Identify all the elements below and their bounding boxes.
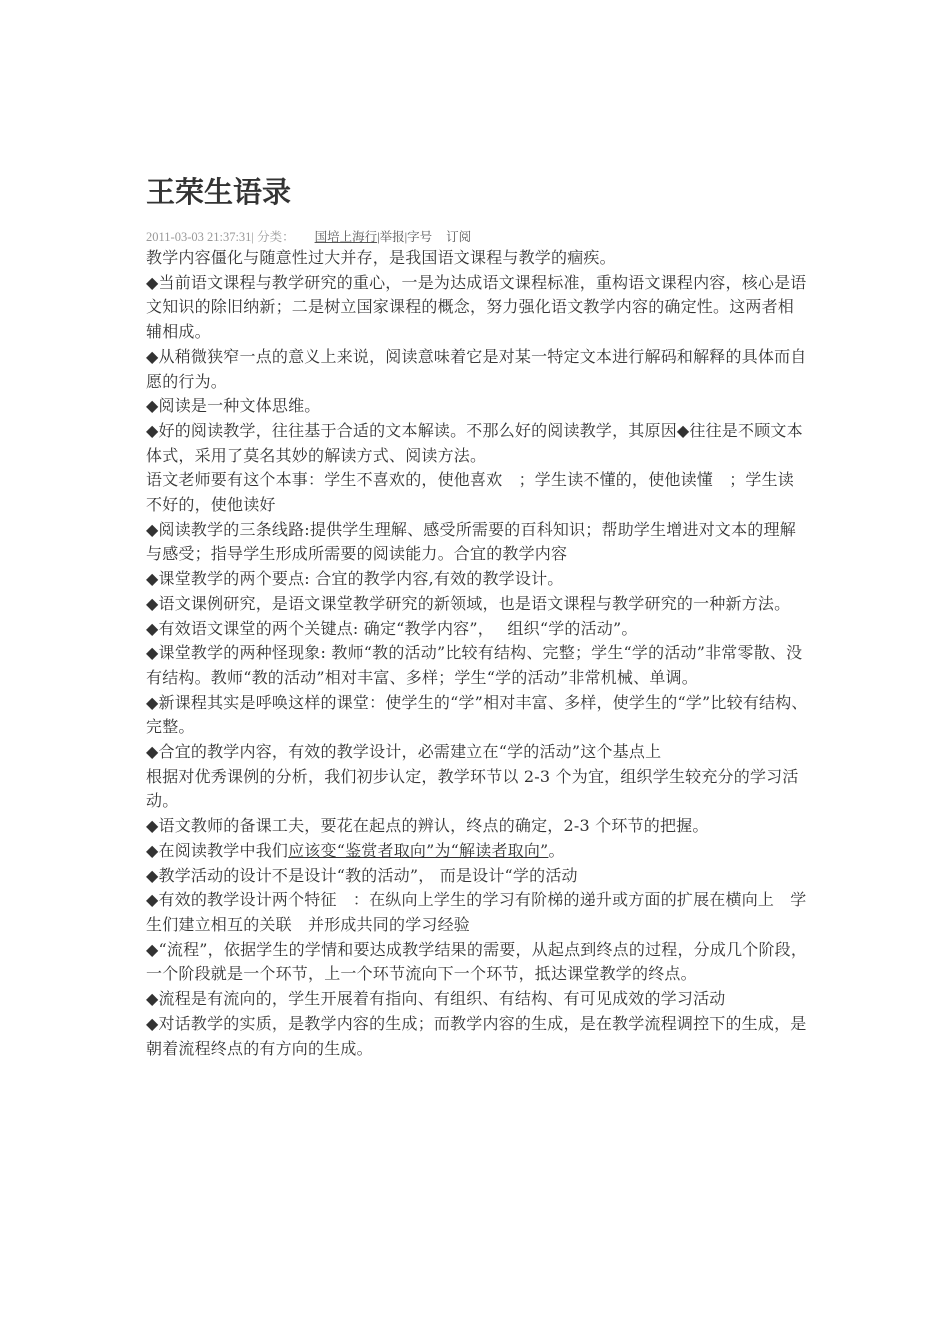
paragraph-text: 。 xyxy=(548,840,565,860)
paragraph: ◆语文教师的备课工夫，要花在起点的辨认，终点的确定，2-3 个环节的把握。 xyxy=(146,816,709,836)
paragraph: ◆流程是有流向的，学生开展着有指向、有组织、有结构、有可见成效的学习活动 xyxy=(146,989,726,1009)
paragraph: ◆当前语文课程与教学研究的重心，一是为达成语文课程标准，重构语文课程内容，核心是语文知识的除旧纳新；二是树立国家课程的概念，努力强化语文教学内容的确定性。这两者相辅相成。 xyxy=(146,272,807,342)
paragraph: 语文老师要有这个本事：学生不喜欢的，使他喜欢 ；学生读不懂的，使他读懂 ；学生读不好的，使他读好 xyxy=(146,470,795,515)
paragraph: ◆好的阅读教学，往往基于合适的文本解读。不那么好的阅读教学，其原因◆往往是不顾文本体式，采用了莫名其妙的解读方式、阅读方法。 xyxy=(146,420,803,465)
paragraph: ◆阅读教学的三条线路:提供学生理解、感受所需要的百科知识；帮助学生增进对文本的理解与感受；指导学生形成所需要的阅读能力。合宜的教学内容 xyxy=(146,519,796,564)
paragraph: ◆教学活动的设计不是设计“教的活动”， 而是设计“学的活动 xyxy=(146,865,578,885)
paragraph: 教学内容僵化与随意性过大并存，是我国语文课程与教学的痼疾。 xyxy=(146,248,616,267)
article-body xyxy=(146,246,810,1061)
article xyxy=(146,170,810,1061)
paragraph: ◆课堂教学的两种怪现象: 教师“教的活动”比较有结构、完整；学生“学的活动”非常零散、没有结构。教师“教的活动”相对丰富、多样；学生“学的活动”非常机械、单调。 xyxy=(146,643,803,687)
article-meta xyxy=(146,228,810,246)
paragraph: ◆阅读是一种文体思维。 xyxy=(146,396,321,416)
paragraph: ◆新课程其实是呼唤这样的课堂：使学生的“学”相对丰富、多样，使学生的“学”比较有结构、完整。 xyxy=(146,692,808,737)
paragraph: ◆有效的教学设计两个特征 ：在纵向上学生的学习有阶梯的递升或方面的扩展在横向上 学生们建立相互的关联 并形成共同的学习经验 xyxy=(146,890,807,934)
paragraph: 根据对优秀课例的分析，我们初步认定，教学环节以 2-3 个为宜，组织学生较充分的学习活动。 xyxy=(146,766,799,811)
paragraph: ◆合宜的教学内容，有效的教学设计，必需建立在“学的活动”这个基点上 xyxy=(146,742,662,762)
subscribe-link[interactable]: 订阅 xyxy=(446,230,472,244)
paragraph: ◆对话教学的实质，是教学内容的生成；而教学内容的生成，是在教学流程调控下的生成，是朝着流程终点的有方向的生成。 xyxy=(146,1013,807,1058)
category-label: 分类： xyxy=(257,230,295,244)
post-datetime: 2011-03-03 21:37:31| xyxy=(146,230,254,244)
paragraph: ◆课堂教学的两个要点: 合宜的教学内容,有效的教学设计。 xyxy=(146,569,564,589)
paragraph-underlined xyxy=(146,839,810,864)
article-title: 王荣生语录 xyxy=(146,175,292,209)
paragraph: ◆语文课例研究，是语文课堂教学研究的新领域，也是语文课程与教学研究的一种新方法。 xyxy=(146,593,791,613)
underlined-phrase: 应该变“鉴赏者取向”为“解读者取向” xyxy=(288,840,549,860)
paragraph: ◆从稍微狭窄一点的意义上来说，阅读意味着它是对某一特定文本进行解码和解释的具体而自愿的行为。 xyxy=(146,346,807,391)
paragraph: ◆“流程”，依据学生的学情和要达成教学结果的需要，从起点到终点的过程，分成几个阶段，一个阶段就是一个环节，上一个环节流向下一个环节，抵达课堂教学的终点。 xyxy=(146,939,808,984)
report-font-links[interactable]: |举报|字号 xyxy=(377,230,433,244)
paragraph: ◆有效语文课堂的两个关键点: 确定“教学内容”， 组织“学的活动”。 xyxy=(146,618,638,638)
paragraph-text: ◆在阅读教学中我们 xyxy=(146,840,289,860)
category-link[interactable]: 国培上海行 xyxy=(314,230,378,244)
